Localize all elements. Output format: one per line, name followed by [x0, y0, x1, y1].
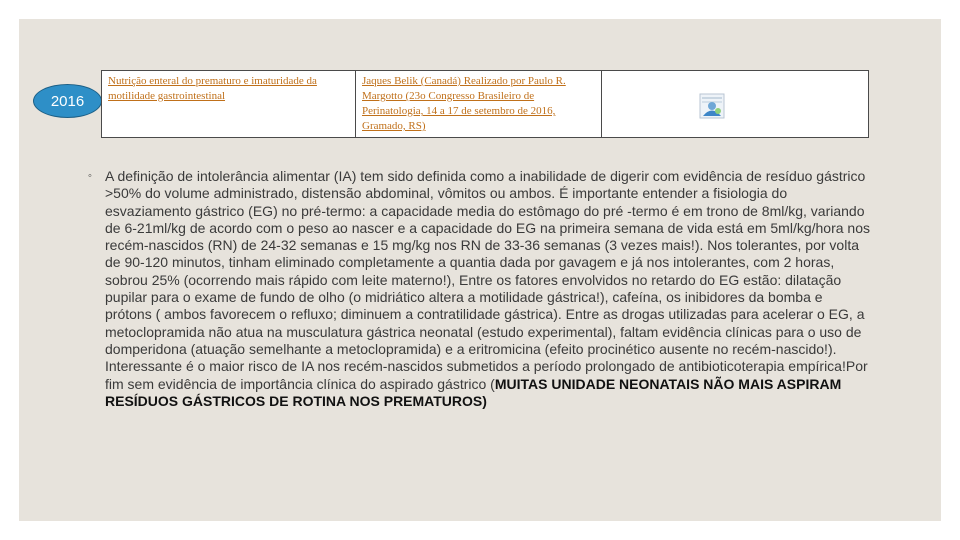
table-row: [102, 71, 869, 138]
bullet-marker: ◦: [88, 170, 92, 182]
author-cell: [356, 71, 602, 138]
paragraph-text: A definição de intolerância alimentar (IA) tem sido definida como a inabilidade de digerir com evidência de resíduo gástrico >50% do volume administrado, distensão abdominal, vômitos ou ambos. É importante entender a fisiologia do esvaziamento gástrico (EG) no pré-termo: a capacidade media do estômago do pré -termo é em trono de 8ml/kg, variando de 6-21ml/kg de acordo com o peso ao nascer e a capacidade do EG na primeira semana de vida está em 5ml/kg/hora nos recém-nascidos (RN) de 24-32 semanas e 15 mg/kg nos RN de 33-36 semanas (3 vezes mais!). Nos tolerantes, por volta de 90-120 minutos, tinham eliminado completamente a quantia dada por gavagem e já nos intolerantes, com 2 horas, sobrou 25% (ocorrendo mais rápido com leite materno!), Entre os fatores envolvidos no retardo do EG estão: dilatação pupilar para o exame de fundo de olho (o midriático altera a motilidade gástrica!), cafeína, os inibidores da bomba e prótons ( ambos favorecem o refluxo; diminuem a contratilidade gástrica). Entre as drogas utilizadas para acelerar o EG, a metoclopramida não atua na musculatura gástrica neonatal (estudo experimental), faltam evidência clínicas para o uso de domperidona (atuação semelhante a metoclopramida) e a eritromicina (efeito procinético ausente no recém-nascido!). Interessante é o maior risco de IA nos recém-nascidos submetidos a período prolongado de antibioticoterapia empírica!Por fim sem evidência de importância clínica do aspirado gástrico (: [105, 168, 870, 392]
image-cell: [602, 71, 869, 138]
reference-table: [101, 70, 869, 138]
body-paragraph: [105, 168, 871, 410]
title-link[interactable]: Nutrição enteral do prematuro e imaturidade da motilidade gastrointestinal: [108, 75, 317, 102]
picture-placeholder-icon: [699, 93, 725, 119]
year-badge-label: 2016: [50, 92, 85, 110]
title-cell: [102, 71, 356, 138]
year-badge: [33, 84, 102, 118]
author-link[interactable]: Jaques Belik (Canadá) Realizado por Paulo R. Margotto (23o Congresso Brasileiro de Perinatologia, 14 a 17 de setembro de 2016, Gramado, RS): [362, 75, 566, 132]
paragraph-bold-text: MUITAS UNIDADE NEONATAIS NÃO MAIS ASPIRAM RESÍDUOS GÁSTRICOS DE ROTINA NOS PREMATUROS): [105, 375, 842, 409]
